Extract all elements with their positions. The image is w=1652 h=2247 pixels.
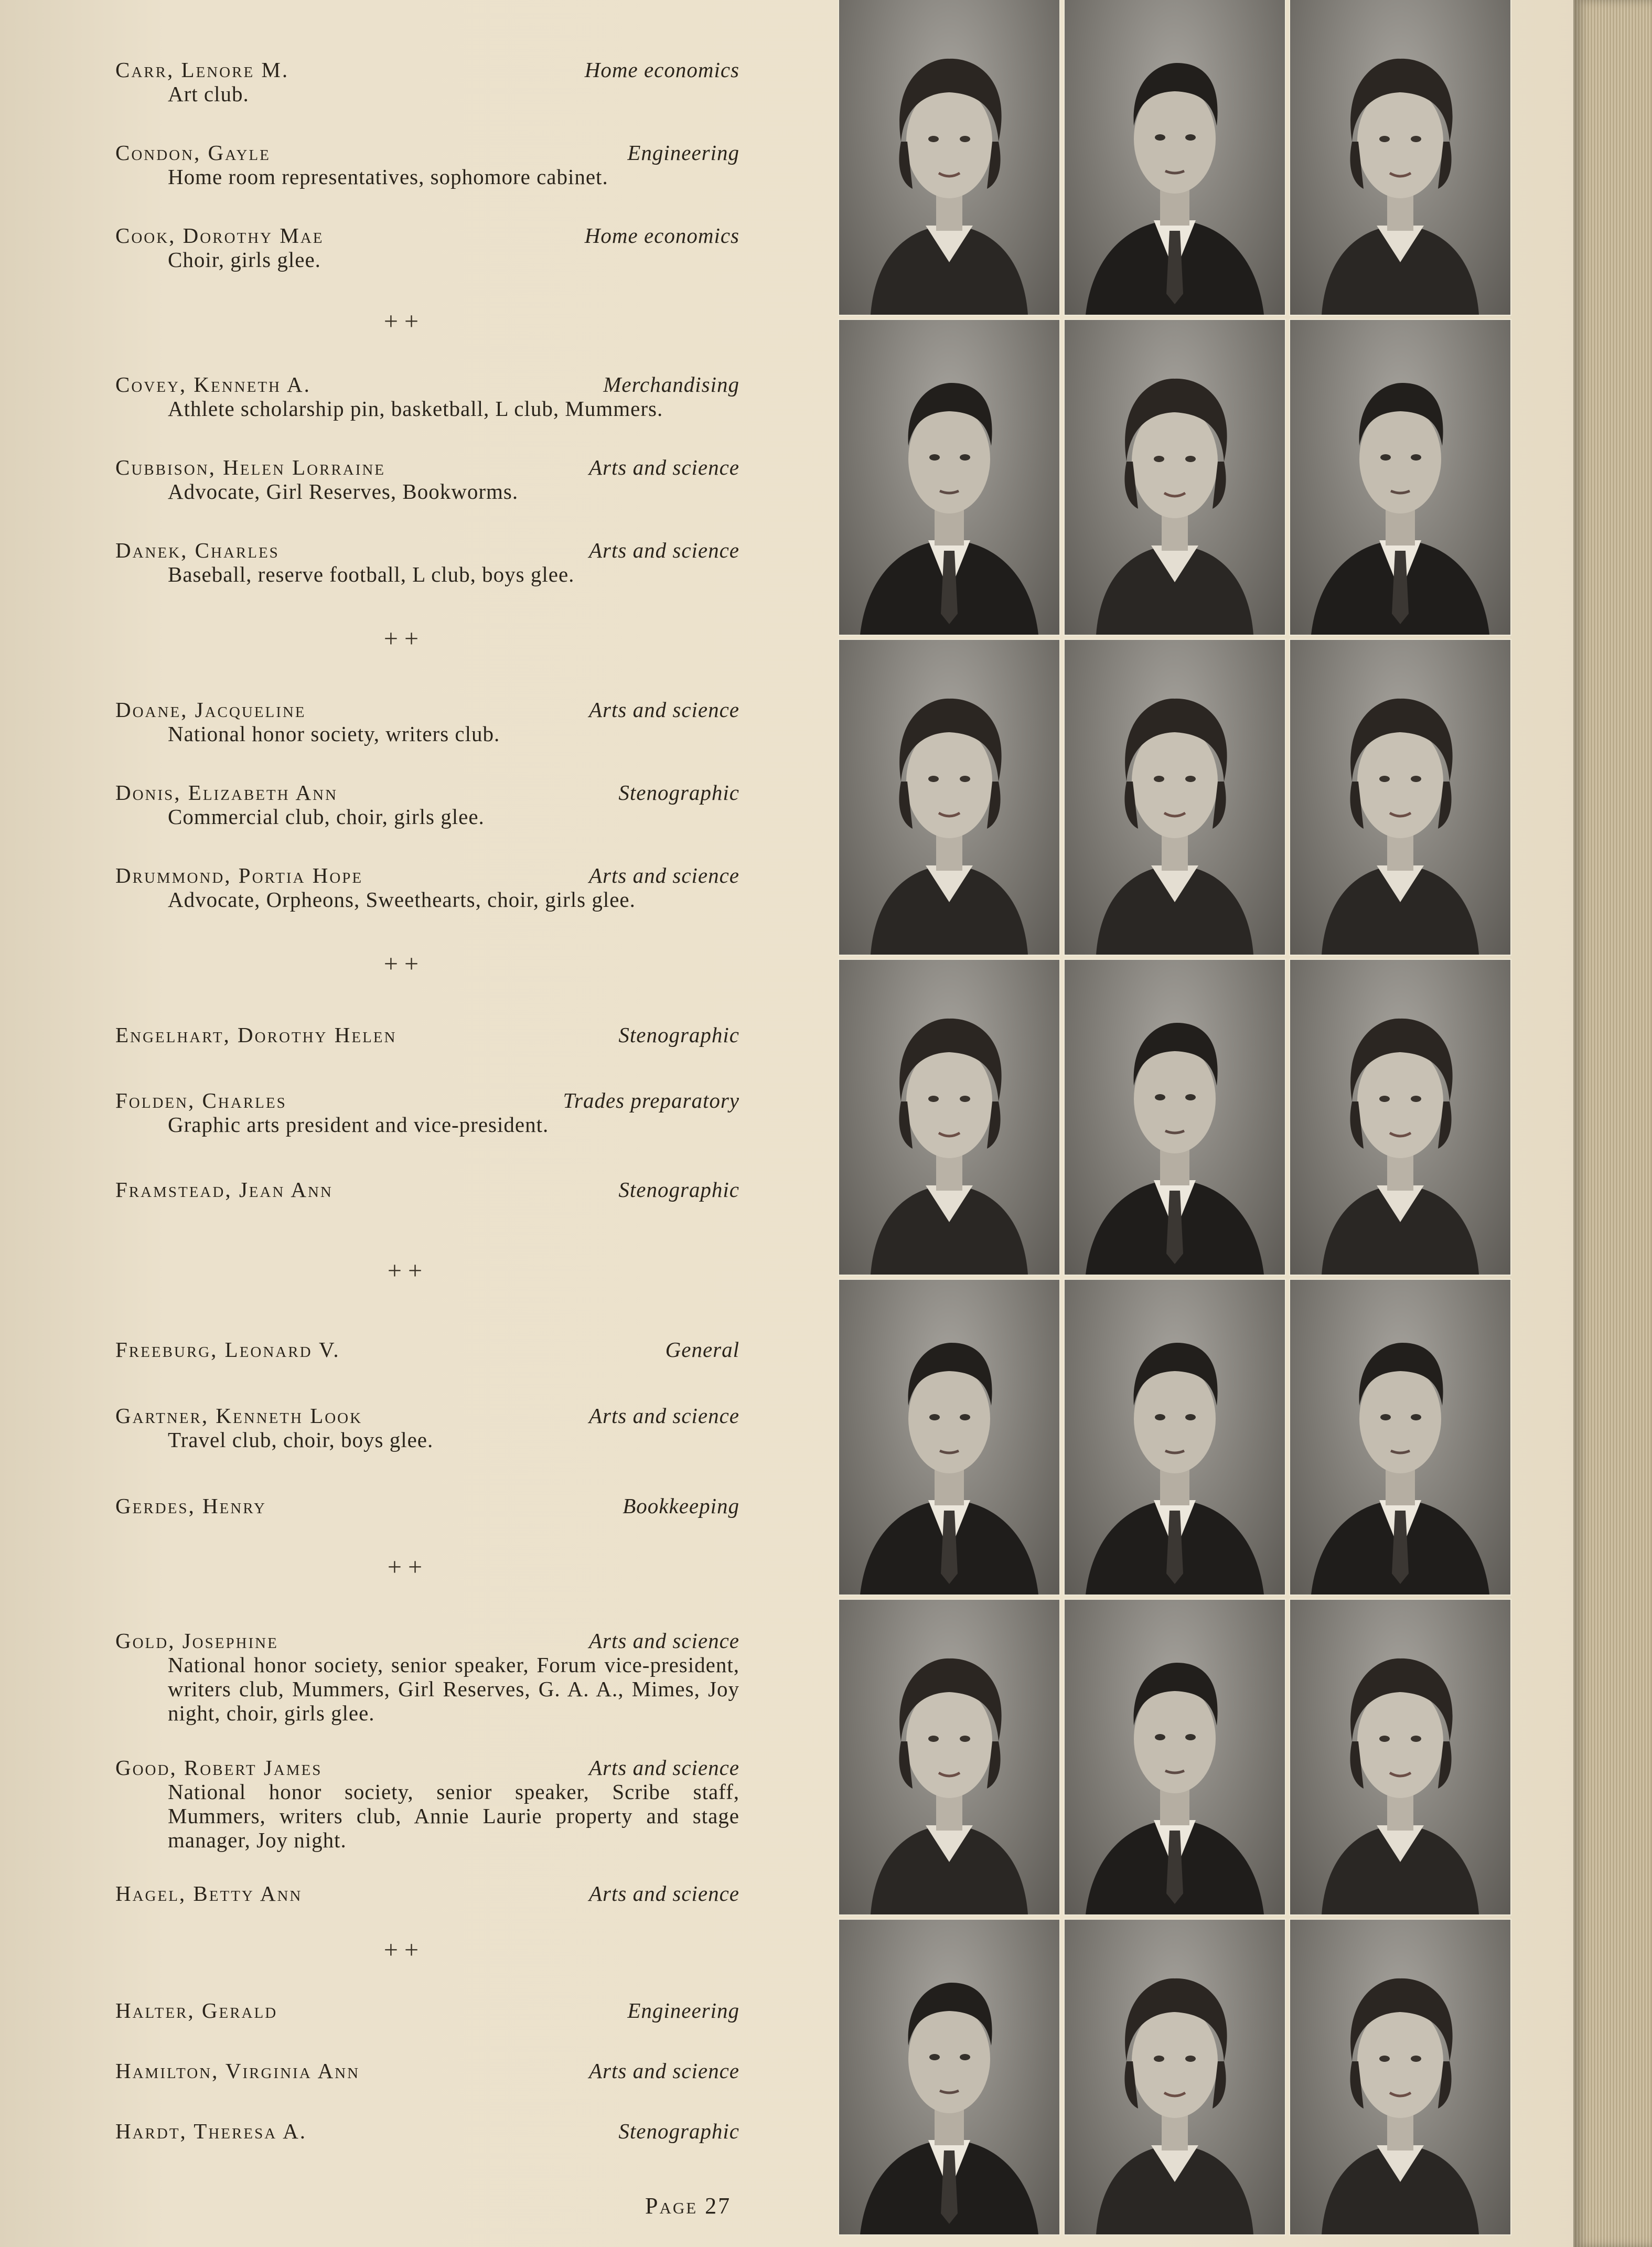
student-name: Hamilton, Virginia Ann — [115, 2059, 360, 2083]
student-portrait — [1065, 960, 1285, 1275]
entry-condon — [115, 141, 739, 223]
entry-doane — [115, 698, 739, 780]
student-name: Hagel, Betty Ann — [115, 1881, 303, 1906]
course-name: Arts and science — [589, 538, 739, 562]
course-name: Arts and science — [589, 1881, 739, 1906]
student-name: Framstead, Jean Ann — [115, 1178, 333, 1202]
course-name: Merchandising — [603, 372, 739, 397]
entry-covey — [115, 372, 739, 455]
student-name: Engelhart, Dorothy Helen — [115, 1023, 397, 1047]
entry-freeburg — [115, 1338, 739, 1404]
course-name: Bookkeeping — [623, 1494, 739, 1518]
activities: Athlete scholarship pin, basketball, L club, Mummers. — [168, 397, 663, 421]
entry-gartner — [115, 1404, 739, 1494]
student-name: Folden, Charles — [115, 1088, 287, 1112]
senior-listing-column — [0, 0, 818, 2247]
student-name: Good, Robert James — [115, 1756, 323, 1780]
activities: Home room representatives, sophomore cabinet. — [168, 165, 608, 189]
student-name: Gold, Josephine — [115, 1629, 278, 1653]
group-separator: + + — [387, 1553, 423, 1581]
portrait-row — [839, 960, 1510, 1275]
course-name: Engineering — [627, 141, 739, 165]
student-portrait — [839, 1280, 1059, 1595]
activities: Graphic arts president and vice-president. — [168, 1112, 549, 1137]
entry-hamilton — [115, 2059, 739, 2119]
student-portrait — [1290, 0, 1510, 315]
entry-group-7 — [115, 1998, 739, 2202]
student-name: Covey, Kenneth A. — [115, 372, 311, 397]
student-portrait — [1065, 1920, 1285, 2234]
entry-group-5 — [115, 1338, 739, 1581]
student-name: Carr, Lenore M. — [115, 58, 289, 82]
portrait-grid — [839, 0, 1510, 2247]
student-name: Condon, Gayle — [115, 141, 271, 165]
student-name: Hardt, Theresa A. — [115, 2119, 307, 2143]
portrait-row — [839, 1920, 1510, 2234]
activities: National honor society, senior speaker, Scribe staff, Mummers, writers club, Annie Laurie property and stage manager, Joy night. — [168, 1780, 739, 1852]
student-portrait — [1065, 320, 1285, 635]
activities: National honor society, senior speaker, Forum vice-president, writers club, Mummers, Girl Reserves, G. A. A., Mimes, Joy night, choir, girls glee. — [168, 1653, 739, 1725]
group-separator: + + — [383, 950, 419, 978]
course-name: Engineering — [627, 1998, 739, 2023]
student-name: Donis, Elizabeth Ann — [115, 780, 338, 805]
entry-cook — [115, 223, 739, 306]
entry-danek — [115, 538, 739, 621]
course-name: Arts and science — [589, 863, 739, 887]
student-name: Halter, Gerald — [115, 1998, 278, 2023]
student-name: Drummond, Portia Hope — [115, 863, 363, 887]
course-name: Arts and science — [589, 2059, 739, 2083]
student-portrait — [1290, 960, 1510, 1275]
entry-group-3 — [115, 698, 739, 946]
book-page-edges — [1573, 0, 1652, 2247]
entry-donis — [115, 780, 739, 863]
entry-folden — [115, 1088, 739, 1178]
student-portrait — [1065, 640, 1285, 955]
course-name: Arts and science — [589, 455, 739, 479]
entry-drummond — [115, 863, 739, 946]
entry-engelhart — [115, 1023, 739, 1088]
portrait-row — [839, 640, 1510, 955]
student-portrait — [839, 320, 1059, 635]
student-portrait — [839, 1600, 1059, 1914]
course-name: Stenographic — [618, 780, 739, 805]
course-name: General — [665, 1338, 739, 1362]
course-name: Arts and science — [589, 1629, 739, 1653]
entry-good — [115, 1756, 739, 1881]
entry-group-2 — [115, 372, 739, 621]
student-portrait — [1065, 1600, 1285, 1914]
course-name: Arts and science — [589, 698, 739, 722]
student-name: Gerdes, Henry — [115, 1494, 266, 1518]
course-name: Stenographic — [618, 2119, 739, 2143]
entry-group-6 — [115, 1629, 739, 1964]
student-portrait — [1290, 640, 1510, 955]
group-separator: + + — [383, 1936, 419, 1964]
student-portrait — [839, 640, 1059, 955]
group-separator: + + — [383, 307, 419, 335]
entry-gold — [115, 1629, 739, 1756]
student-portrait — [1290, 320, 1510, 635]
activities: Baseball, reserve football, L club, boys glee. — [168, 562, 575, 586]
activities: National honor society, writers club. — [168, 722, 500, 746]
student-portrait — [839, 960, 1059, 1275]
activities: Advocate, Girl Reserves, Bookworms. — [168, 479, 519, 504]
portrait-row — [839, 0, 1510, 315]
student-portrait — [1065, 0, 1285, 315]
activities: Art club. — [168, 82, 249, 106]
course-name: Arts and science — [589, 1756, 739, 1780]
activities: Advocate, Orpheons, Sweethearts, choir, girls glee. — [168, 887, 636, 912]
course-name: Home economics — [584, 58, 739, 82]
activities: Travel club, choir, boys glee. — [168, 1428, 434, 1452]
group-separator: + + — [383, 625, 419, 652]
course-name: Stenographic — [618, 1178, 739, 1202]
student-name: Freeburg, Leonard V. — [115, 1338, 340, 1362]
student-portrait — [839, 0, 1059, 315]
student-name: Danek, Charles — [115, 538, 280, 562]
group-separator: + + — [387, 1257, 423, 1285]
student-portrait — [1290, 1600, 1510, 1914]
page-number: Page 27 — [645, 2193, 732, 2219]
entry-cubbison — [115, 455, 739, 538]
activities: Choir, girls glee. — [168, 248, 321, 272]
course-name: Home economics — [584, 223, 739, 248]
student-name: Doane, Jacqueline — [115, 698, 306, 722]
entry-halter — [115, 1998, 739, 2059]
activities: Commercial club, choir, girls glee. — [168, 805, 485, 829]
entry-group-1 — [115, 58, 739, 306]
student-portrait — [1065, 1280, 1285, 1595]
portrait-row — [839, 320, 1510, 635]
entry-group-4 — [115, 1023, 739, 1260]
entry-carr — [115, 58, 739, 141]
student-portrait — [1290, 1920, 1510, 2234]
student-name: Gartner, Kenneth Look — [115, 1404, 363, 1428]
student-portrait — [1290, 1280, 1510, 1595]
entry-framstead — [115, 1178, 739, 1260]
portrait-row — [839, 1600, 1510, 1914]
portrait-row — [839, 1280, 1510, 1595]
student-portrait — [839, 1920, 1059, 2234]
student-name: Cook, Dorothy Mae — [115, 223, 324, 248]
course-name: Arts and science — [589, 1404, 739, 1428]
entry-hardt — [115, 2119, 739, 2202]
course-name: Stenographic — [618, 1023, 739, 1047]
student-name: Cubbison, Helen Lorraine — [115, 455, 386, 479]
course-name: Trades preparatory — [563, 1088, 739, 1112]
